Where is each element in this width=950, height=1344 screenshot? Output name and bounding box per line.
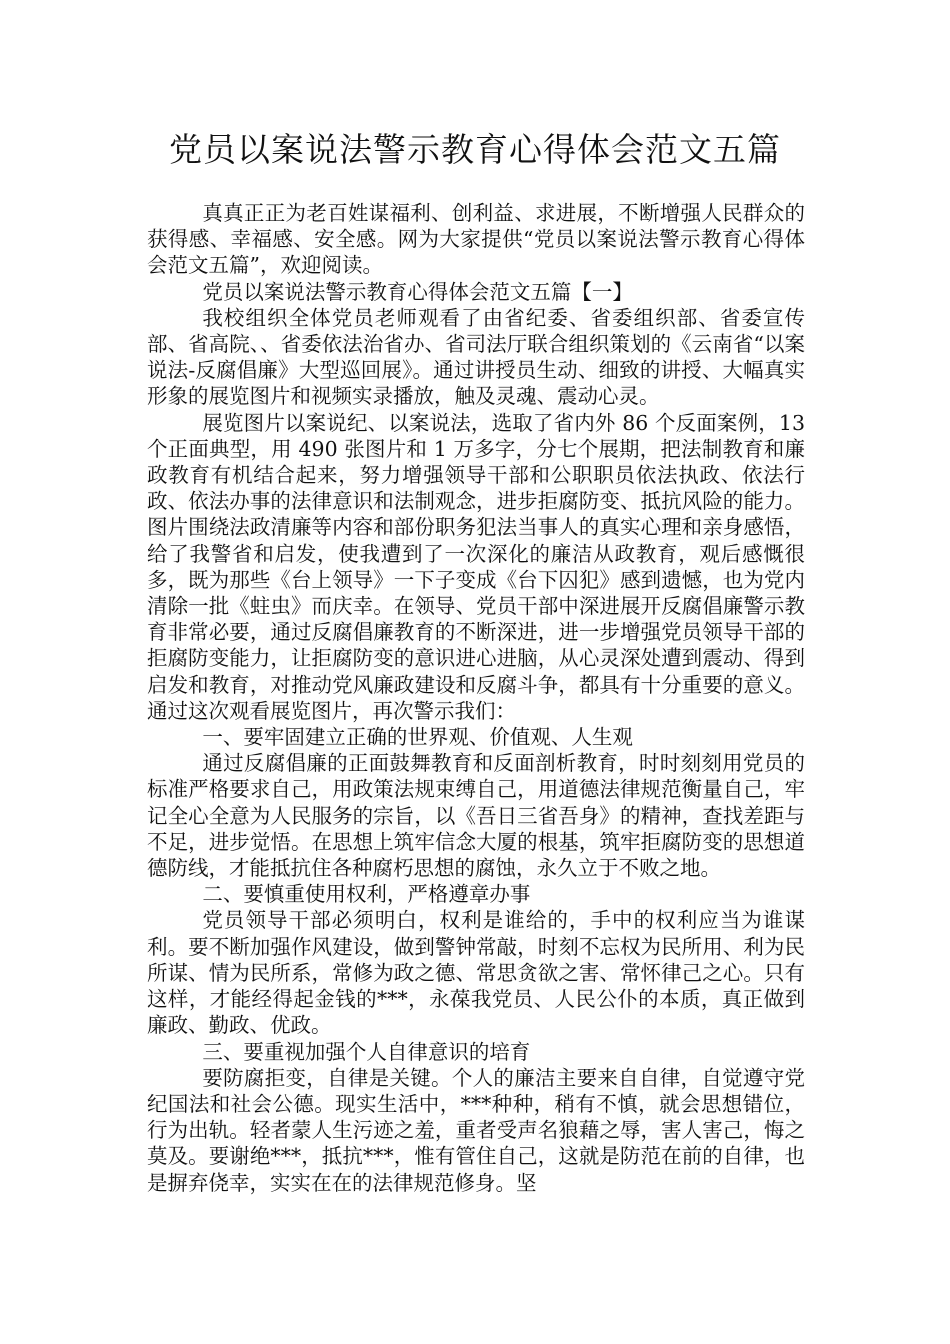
document-title: 党员以案说法警示教育心得体会范文五篇 (169, 130, 781, 169)
intro-paragraph: 真真正正为老百姓谋福利、创利益、求进展，不断增强人民群众的获得感、幸福感、安全感。网为大家提供“党员以案说法警示教育心得体会范文五篇”，欢迎阅读。 (147, 201, 805, 278)
section-heading-one: 党员以案说法警示教育心得体会范文五篇【一】 (202, 279, 633, 304)
subheading-power: 二、要慎重使用权利，严格遵章办事 (202, 882, 531, 907)
body-paragraph: 展览图片以案说纪、以案说法，选取了省内外 86 个反面案例，13 个正面典型，用 490 张图片和 1 万多字，分七个展期，把法制教育和廉政教育有机结合起来，努力增强领导干部和公职职员依法执政、依法行政、依法办事的法律意识和法制观念，进步拒腐防变、抵抗风险的能力。图片围绕法政清廉等内容和部份职务犯法当事人的真实心理和亲身感悟，给了我警省和启发，使我遭到了一次深化的廉洁从政教育，观后感慨很多，既为那些《台上领导》一下子变成《台下囚犯》感到遗憾，也为党内清除一批《蛀虫》而庆幸。在领导、党员干部中深进展开反腐倡廉警示教育非常必要，通过反腐倡廉教育的不断深进，进一步增强党员领导干部的拒腐防变能力，让拒腐防变的意识进心进脑，从心灵深处遭到震动、得到启发和教育，对推动党风廉政建设和反腐斗争，都具有十分重要的意义。通过这次观看展览图片，再次警示我们： (147, 410, 805, 723)
body-paragraph: 通过反腐倡廉的正面鼓舞教育和反面剖析教育，时时刻刻用党员的标准严格要求自己，用政策法规束缚自己，用道德法律规范衡量自己，牢记全心全意为人民服务的宗旨，以《吾日三省吾身》的精神，查找差距与不足，进步觉悟。在思想上筑牢信念大厦的根基，筑牢拒腐防变的思想道德防线，才能抵抗住各种腐朽思想的腐蚀，永久立于不败之地。 (147, 751, 805, 881)
subheading-worldview: 一、要牢固建立正确的世界观、价值观、人生观 (202, 725, 633, 750)
body-paragraph: 党员领导干部必须明白，权利是谁给的，手中的权利应当为谁谋利。要不断加强作风建设，做到警钟常敲，时刻不忘权为民所用、利为民所谋、情为民所系，常修为政之德、常思贪欲之害、常怀律己之心。只有这样，才能经得起金钱的***，永葆我党员、人民公仆的本质，真正做到廉政、勤政、优政。 (147, 908, 805, 1038)
subheading-self-discipline: 三、要重视加强个人自律意识的培育 (202, 1039, 531, 1064)
body-paragraph: 我校组织全体党员老师观看了由省纪委、省委组织部、省委宣传部、省高院、、省委依法治省办、省司法厅联合组织策划的《云南省“以案说法-反腐倡廉》大型巡回展》。通过讲授员生动、细致的讲授、大幅真实形象的展览图片和视频实录播放，触及灵魂、震动心灵。 (147, 305, 805, 409)
document-body (147, 200, 805, 1196)
body-paragraph: 要防腐拒变，自律是关键。个人的廉洁主要来自自律，自觉遵守党纪国法和社会公德。现实生活中，***种种，稍有不慎，就会思想错位，行为出轨。轻者蒙人生污迹之羞，重者受声名狼藉之辱，害人害己，悔之莫及。要谢绝***，抵抗***，惟有管住自己，这就是防范在前的自律，也是摒弃侥幸，实实在在的法律规范修身。坚 (147, 1065, 805, 1195)
